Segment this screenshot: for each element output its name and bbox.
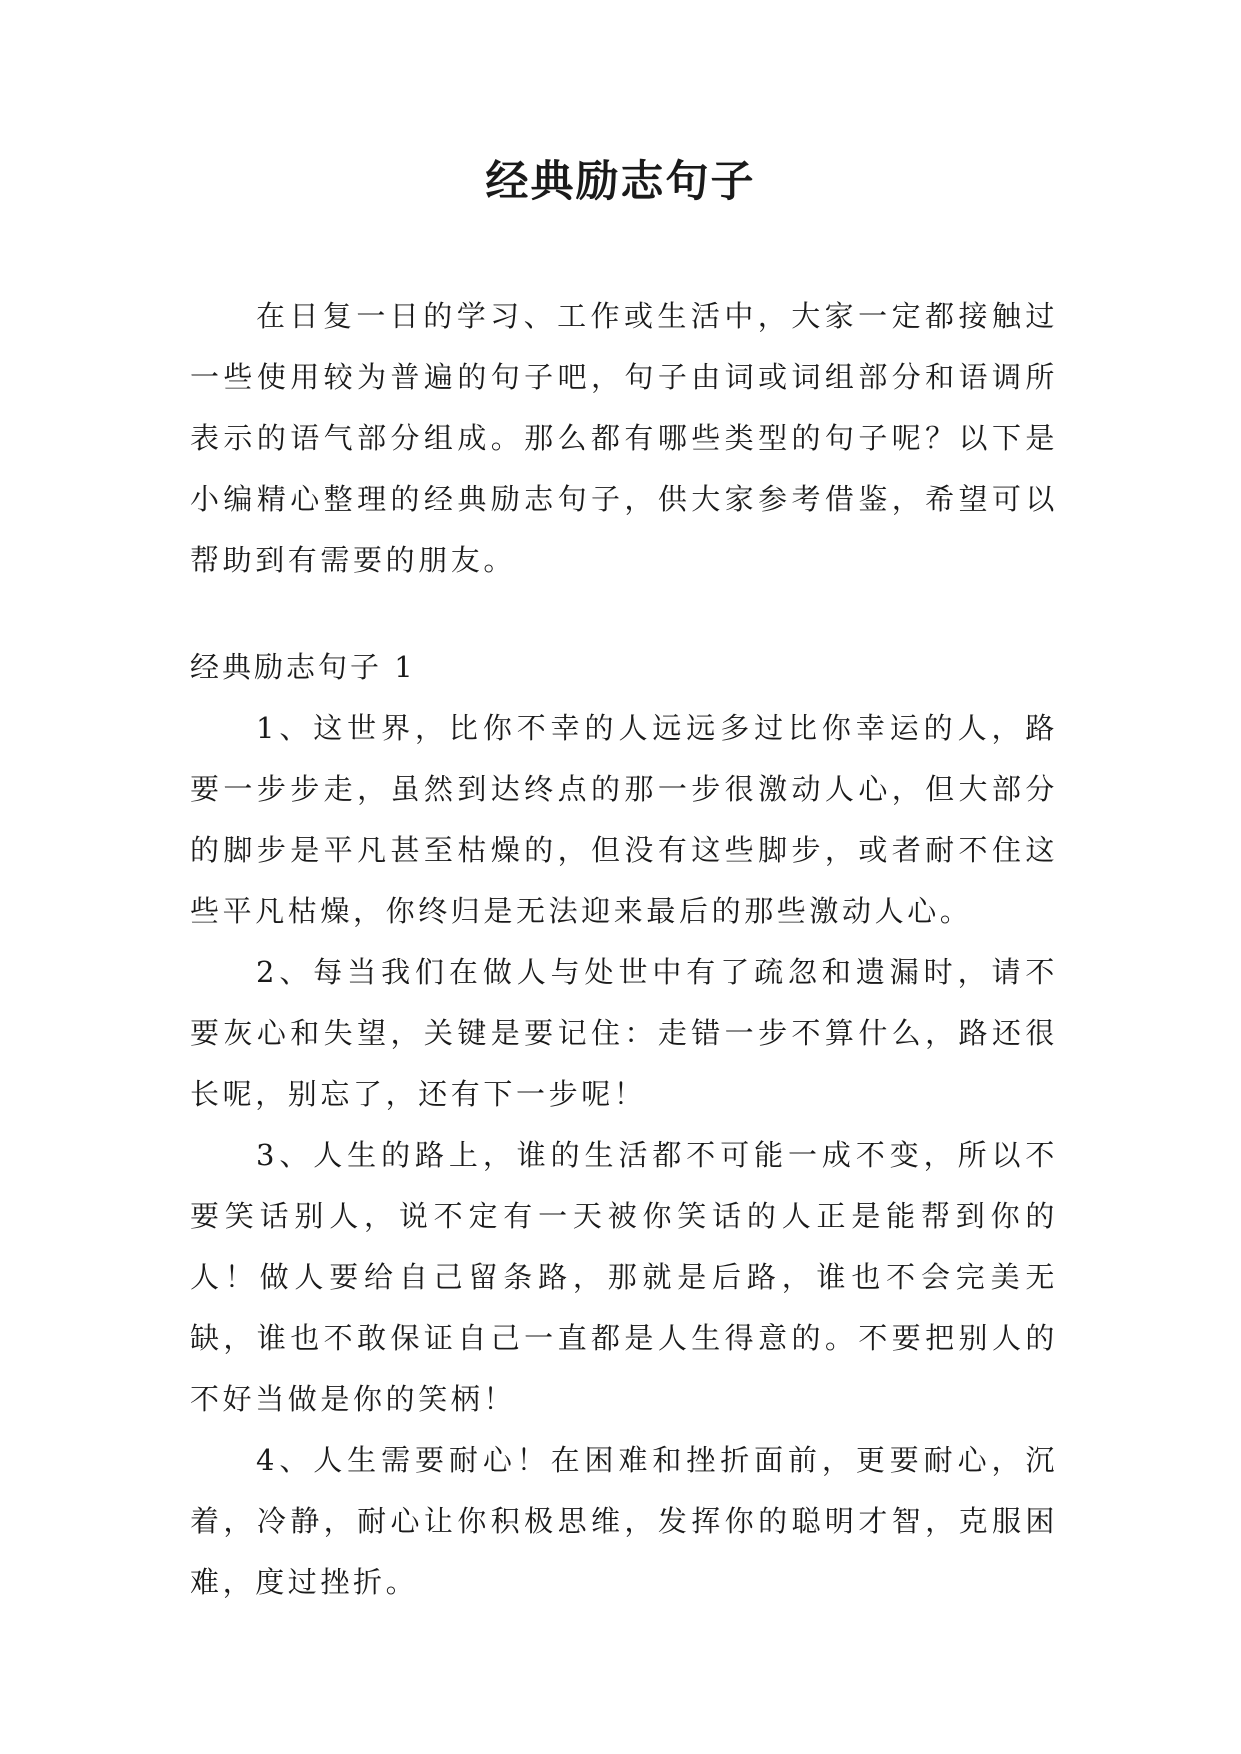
intro-paragraph: 在日复一日的学习、工作或生活中，大家一定都接触过一些使用较为普遍的句子吧，句子由词或词组部分和语调所表示的语气部分组成。那么都有哪些类型的句子呢？以下是小编精心整理的经典励志句子，供大家参考借鉴，希望可以帮助到有需要的朋友。 bbox=[190, 299, 1058, 577]
quote-paragraph-3: 3、人生的路上，谁的生活都不可能一成不变，所以不要笑话别人，说不定有一天被你笑话的人正是能帮到你的人！做人要给自己留条路，那就是后路，谁也不会完美无缺，谁也不敢保证自己一直都是人生得意的。不要把别人的不好当做是你的笑柄！ bbox=[190, 1138, 1058, 1416]
section-heading: 经典励志句子 1 bbox=[190, 650, 416, 684]
quote-paragraph-1: 1、这世界，比你不幸的人远远多过比你幸运的人，路要一步步走，虽然到达终点的那一步很激动人心，但大部分的脚步是平凡甚至枯燥的，但没有这些脚步，或者耐不住这些平凡枯燥，你终归是无法迎来最后的那些激动人心。 bbox=[190, 711, 1058, 928]
document-title: 经典励志句子 bbox=[485, 157, 756, 207]
quote-paragraph-2: 2、每当我们在做人与处世中有了疏忽和遗漏时，请不要灰心和失望，关键是要记住：走错一步不算什么，路还很长呢，别忘了，还有下一步呢！ bbox=[190, 955, 1058, 1111]
quote-paragraph-4: 4、人生需要耐心！在困难和挫折面前，更要耐心，沉着，冷静，耐心让你积极思维，发挥你的聪明才智，克服困难，度过挫折。 bbox=[190, 1443, 1058, 1599]
